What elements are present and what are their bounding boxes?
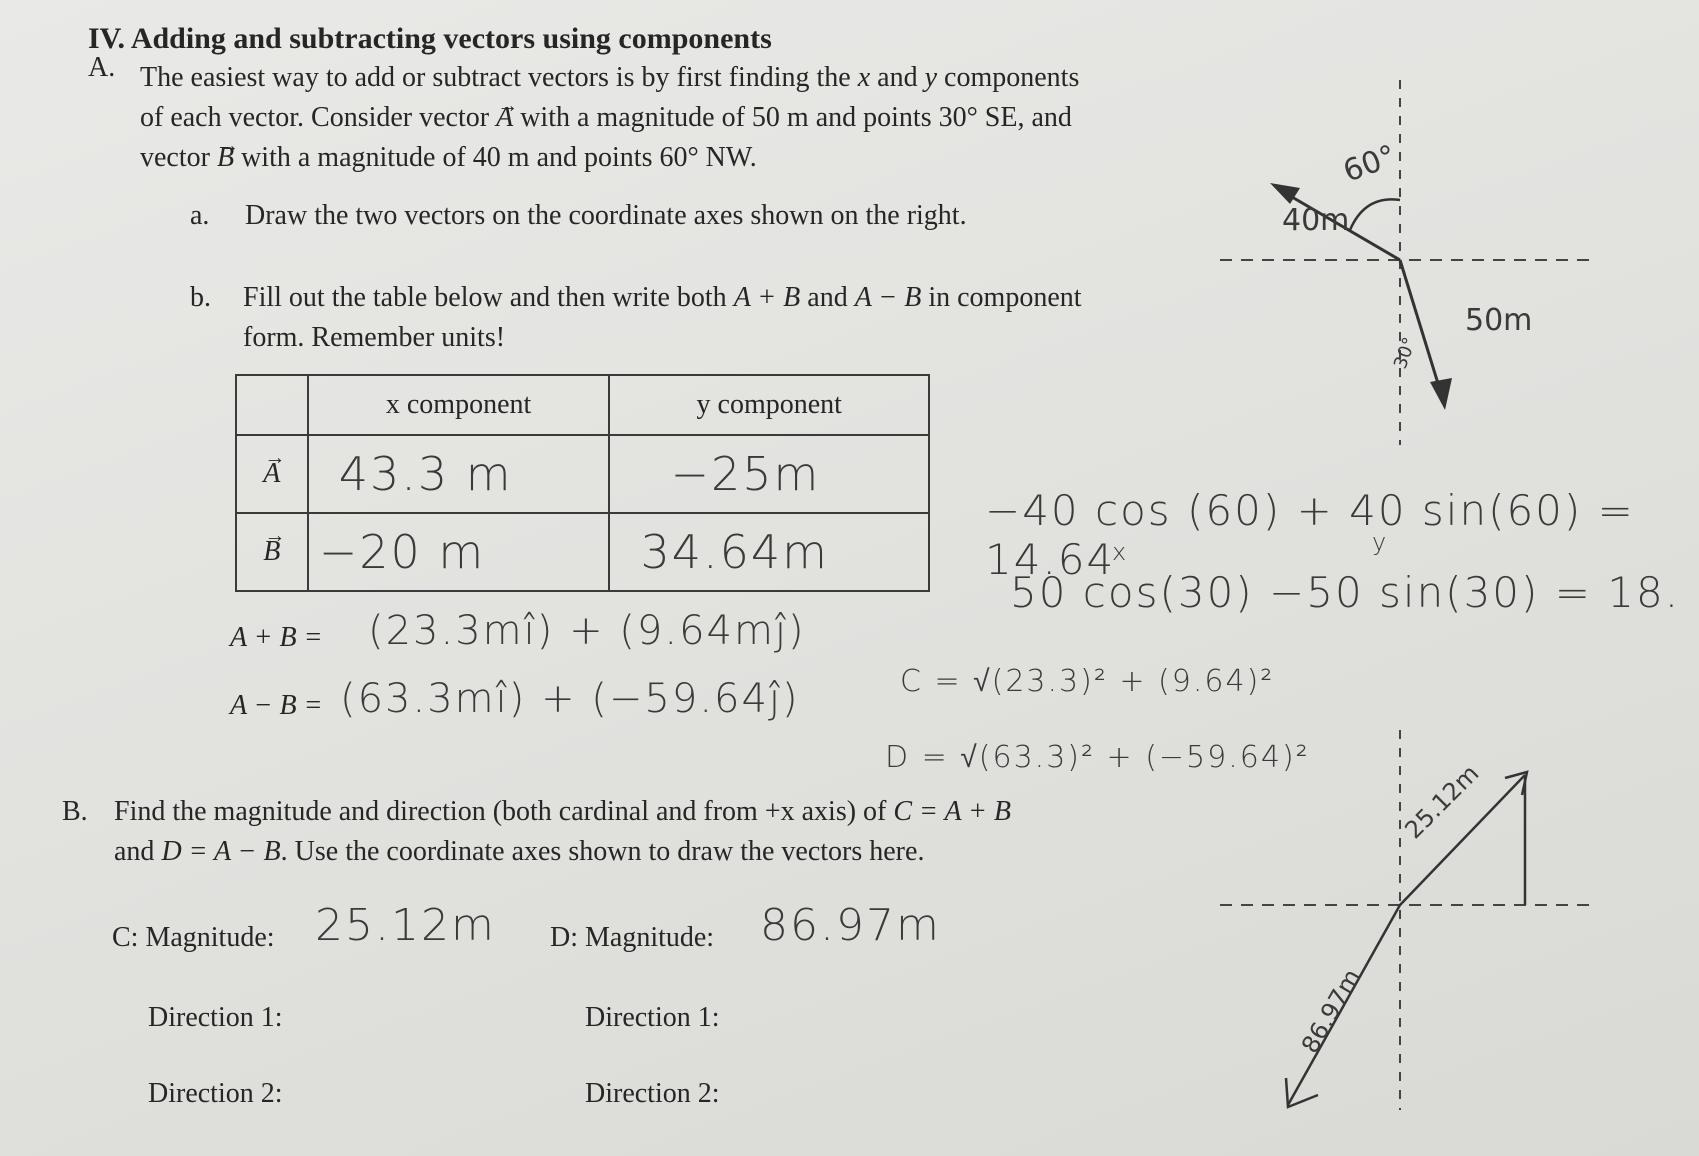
work-c-eq: C = √(23.3)² + (9.64)² (900, 664, 1275, 699)
table-header-row (236, 375, 929, 435)
part-b-label: B. (62, 796, 88, 827)
vector-c-magnitude: 25.12m (1399, 759, 1485, 845)
vector-b-magnitude: 40m (1282, 203, 1350, 238)
vector-a-arrowhead (1430, 378, 1452, 410)
vector-b-angle: 60° (1338, 138, 1401, 190)
row-label-a: → A (236, 435, 308, 513)
item-a-text: Draw the two vectors on the coordinate axes shown on the right. (245, 200, 967, 231)
table-header-y: y component (609, 375, 929, 435)
part-a-line-1: The easiest way to add or subtract vectors is by first finding the x and y components (140, 62, 1080, 93)
item-b-text: Fill out the table below and then write both A + B and A − B in component form. Remember units! (243, 282, 1082, 353)
table-row (236, 435, 929, 513)
work-x-mark: x (1112, 538, 1129, 566)
part-a-line-2: of each vector. Consider vector → A with a magnitude of 50 m and points 30° SE, and (140, 98, 1220, 138)
table-corner-cell (236, 375, 308, 435)
sum-lhs: A + B = (230, 622, 323, 653)
item-b-label: b. (190, 282, 211, 313)
d-direction-2-label: Direction 2: (585, 1078, 720, 1109)
item-a-label: a. (190, 200, 210, 231)
cell-a-x[interactable]: 43.3 m (308, 435, 610, 513)
diff-lhs: A − B = (230, 690, 323, 721)
vector-diagram-1 (1200, 70, 1600, 450)
table-row (236, 513, 929, 591)
work-line-1: −40 cos (60) + 40 sin(60) = 14.64 (985, 486, 1635, 584)
vector-b-angle-arc (1350, 199, 1400, 230)
work-y-mark: y (1372, 528, 1389, 556)
cell-b-x[interactable]: −20 m (308, 513, 610, 591)
part-b-text: Find the magnitude and direction (both cardinal and from +x axis) of C = A + B and D = A − B. Use the coordinate axes shown to draw the vectors here. (114, 796, 1012, 867)
vector-b-arrowhead (1270, 183, 1300, 204)
part-a-paragraph (140, 58, 1220, 178)
section-title: IV. Adding and subtracting vectors using components (88, 22, 772, 55)
d-direction-1-label: Direction 1: (585, 1002, 720, 1033)
components-table (235, 374, 930, 592)
vector-a-angle: 30° (1389, 334, 1421, 372)
cell-b-y[interactable]: 34.64m (609, 513, 929, 591)
c-magnitude-label: C: Magnitude: (112, 922, 275, 953)
c-direction-2-label: Direction 2: (148, 1078, 283, 1109)
sum-rhs: (23.3mî) + (9.64mĵ) (368, 608, 806, 654)
part-a-line-3: vector → B with a magnitude of 40 m and points 60° NW. (140, 138, 1220, 178)
cell-a-y[interactable]: −25m (609, 435, 929, 513)
vector-d-magnitude: 86.97m (1295, 964, 1367, 1058)
row-label-b: → B (236, 513, 308, 591)
table-header-x: x component (308, 375, 610, 435)
vector-diagram-2 (1200, 720, 1600, 1120)
d-magnitude-value[interactable]: 86.97m (760, 900, 941, 951)
vector-a-magnitude: 50m (1465, 303, 1533, 338)
part-a-label: A. (88, 52, 116, 83)
work-line-2: 50 cos(30) −50 sin(30) = 18. (1010, 568, 1681, 617)
c-direction-1-label: Direction 1: (148, 1002, 283, 1033)
work-d-eq: D = √(63.3)² + (−59.64)² (885, 740, 1310, 775)
d-magnitude-label: D: Magnitude: (550, 922, 715, 953)
c-magnitude-value[interactable]: 25.12m (315, 900, 496, 951)
diff-rhs: (63.3mî) + (−59.64ĵ) (340, 676, 800, 722)
